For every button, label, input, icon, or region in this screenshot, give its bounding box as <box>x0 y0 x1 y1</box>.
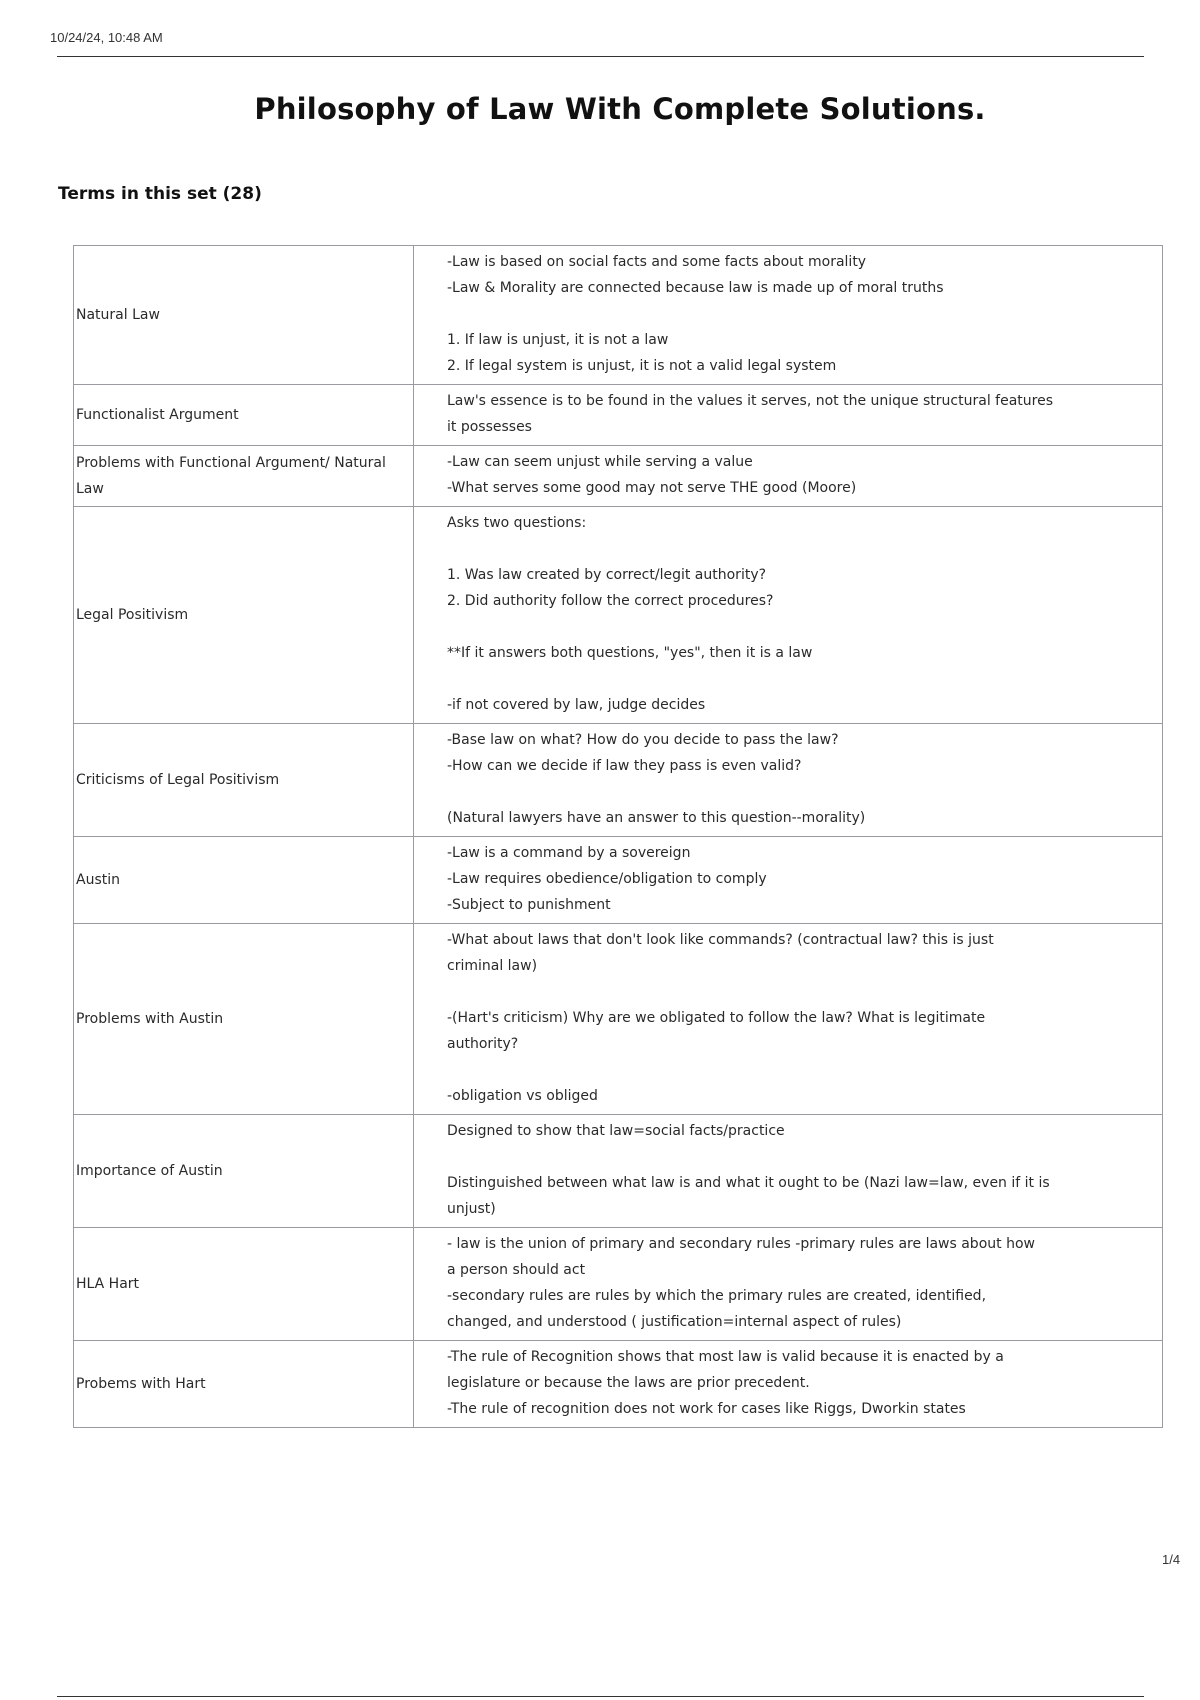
definition-line: -(Hart's criticism) Why are we obligated to follow the law? What is legitimate <box>447 1010 986 1026</box>
definition-line: -Base law on what? How do you decide to pass the law? <box>447 732 839 748</box>
definition-cell <box>414 837 1163 924</box>
term-cell: Criticisms of Legal Positivism <box>74 724 414 837</box>
page-number: 1/4 <box>1162 1552 1181 1567</box>
term-row <box>74 1341 1163 1428</box>
definition-line: -Law & Morality are connected because law is made up of moral truths <box>447 280 944 296</box>
definition-cell <box>414 246 1163 385</box>
definition-line: criminal law) <box>447 958 538 974</box>
definition-line <box>447 666 1122 692</box>
definition-line: 2. If legal system is unjust, it is not a valid legal system <box>447 358 837 374</box>
definition-line: -obligation vs obliged <box>447 1088 598 1104</box>
term-row <box>74 507 1163 724</box>
definition-line: -secondary rules are rules by which the primary rules are created, identified, <box>447 1288 987 1304</box>
term-row <box>74 924 1163 1115</box>
term-row <box>74 246 1163 385</box>
term-row <box>74 1228 1163 1341</box>
definition-line: a person should act <box>447 1262 586 1278</box>
term-row <box>74 446 1163 507</box>
definition-line <box>447 1057 1122 1083</box>
definition-line: -Law is a command by a sovereign <box>447 845 691 861</box>
definition-line: it possesses <box>447 419 532 435</box>
term-cell: Probems with Hart <box>74 1341 414 1428</box>
definition-line <box>447 979 1122 1005</box>
term-cell: Functionalist Argument <box>74 385 414 446</box>
definition-line: Distinguished between what law is and what it ought to be (Nazi law=law, even if it is <box>447 1175 1050 1191</box>
print-timestamp: 10/24/24, 10:48 AM <box>50 30 163 45</box>
definition-line: unjust) <box>447 1201 496 1217</box>
terms-table <box>73 245 1163 1428</box>
terms-table-body <box>74 246 1163 1428</box>
definition-line: **If it answers both questions, "yes", then it is a law <box>447 645 813 661</box>
term-row <box>74 724 1163 837</box>
term-cell: Problems with Austin <box>74 924 414 1115</box>
definition-line: (Natural lawyers have an answer to this question--morality) <box>447 810 866 826</box>
definition-cell <box>414 1115 1163 1228</box>
definition-line: Asks two questions: <box>447 515 587 531</box>
term-cell: HLA Hart <box>74 1228 414 1341</box>
definition-line: legislature or because the laws are prior precedent. <box>447 1375 810 1391</box>
definition-line: -What serves some good may not serve THE good (Moore) <box>447 480 857 496</box>
definition-line: -The rule of recognition does not work for cases like Riggs, Dworkin states <box>447 1401 966 1417</box>
definition-line: Law's essence is to be found in the values it serves, not the unique structural features <box>447 393 1053 409</box>
header-divider <box>57 56 1144 57</box>
definition-line: changed, and understood ( justification=internal aspect of rules) <box>447 1314 902 1330</box>
definition-line: -The rule of Recognition shows that most law is valid because it is enacted by a <box>447 1349 1004 1365</box>
term-cell: Legal Positivism <box>74 507 414 724</box>
definition-cell <box>414 1341 1163 1428</box>
definition-line <box>447 301 1122 327</box>
document-title: Philosophy of Law With Complete Solutions. <box>254 92 986 126</box>
term-cell: Austin <box>74 837 414 924</box>
definition-cell <box>414 924 1163 1115</box>
definition-line <box>447 614 1122 640</box>
definition-line: authority? <box>447 1036 519 1052</box>
terms-set-heading: Terms in this set (28) <box>58 184 262 204</box>
definition-cell <box>414 446 1163 507</box>
definition-line <box>447 779 1122 805</box>
definition-line: -How can we decide if law they pass is even valid? <box>447 758 802 774</box>
term-cell: Natural Law <box>74 246 414 385</box>
definition-cell <box>414 724 1163 837</box>
footer-divider <box>57 1696 1144 1697</box>
definition-line: 2. Did authority follow the correct procedures? <box>447 593 774 609</box>
definition-cell <box>414 1228 1163 1341</box>
term-cell: Problems with Functional Argument/ Natural Law <box>74 446 414 507</box>
definition-line: -Law can seem unjust while serving a value <box>447 454 753 470</box>
term-cell: Importance of Austin <box>74 1115 414 1228</box>
term-row <box>74 385 1163 446</box>
definition-line: 1. If law is unjust, it is not a law <box>447 332 669 348</box>
term-row <box>74 1115 1163 1228</box>
term-row <box>74 837 1163 924</box>
definition-line: 1. Was law created by correct/legit authority? <box>447 567 767 583</box>
definition-line: -What about laws that don't look like commands? (contractual law? this is just <box>447 932 994 948</box>
definition-cell <box>414 507 1163 724</box>
definition-line <box>447 536 1122 562</box>
definition-line: -Subject to punishment <box>447 897 611 913</box>
definition-cell <box>414 385 1163 446</box>
definition-line: -if not covered by law, judge decides <box>447 697 706 713</box>
definition-line: - law is the union of primary and secondary rules -primary rules are laws about how <box>447 1236 1035 1252</box>
definition-line: Designed to show that law=social facts/practice <box>447 1123 785 1139</box>
definition-line: -Law is based on social facts and some facts about morality <box>447 254 867 270</box>
definition-line <box>447 1144 1122 1170</box>
definition-line: -Law requires obedience/obligation to comply <box>447 871 767 887</box>
